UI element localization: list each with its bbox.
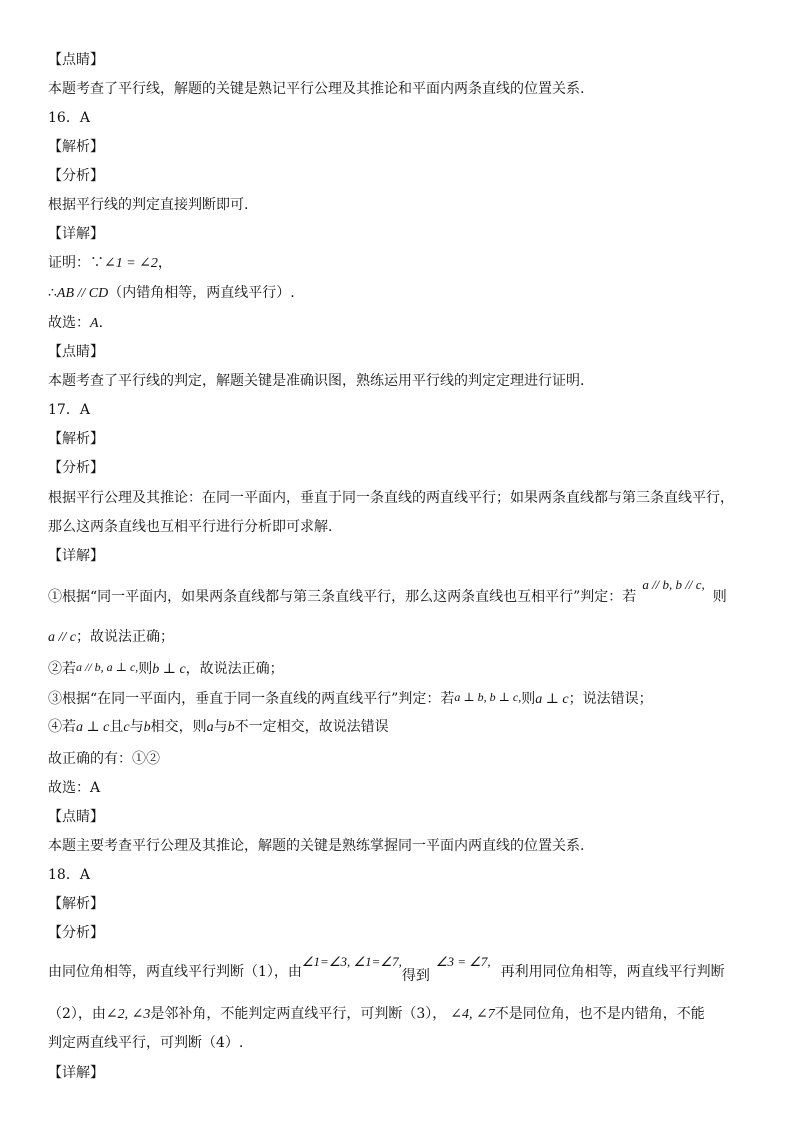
q16-choice-math: A [90, 316, 99, 331]
q17-correct: 故正确的有：①② [48, 751, 160, 767]
q16-proof-math: ∠1 = ∠2 [104, 256, 158, 271]
q16-therefore-math: AB // CD [56, 286, 109, 301]
q18-number: 18．A [48, 867, 90, 883]
q17-choice: 故选：A [48, 780, 101, 796]
q17-item3-text: ③根据“在同一平面内，垂直于同一条直线的两直线平行”判定：若 [48, 691, 455, 707]
q18-xiangjie-heading: 【详解】 [48, 1065, 104, 1081]
q17-item2-prefix: ②若 [48, 661, 76, 677]
q16-proof-line [48, 253, 760, 274]
q18-a1-text1: 由同位角相等，两直线平行判断（1），由 [48, 964, 302, 980]
q18-a1-math2: ∠3 = ∠7, [435, 954, 491, 969]
q17-item1-text: ①根据“同一平面内，如果两条直线都与第三条直线平行，那么这两条直线也互相平行”判定：若 [48, 589, 637, 605]
q18-a1-math1: ∠1=∠3, ∠1=∠7, [301, 954, 402, 969]
q17-item4-suffix: 不一定相交，故说法错误 [234, 719, 389, 735]
q16-xiangjie-heading: 【详解】 [48, 226, 104, 242]
q17-item4-c: c [123, 720, 130, 735]
q16-number: 16．A [48, 110, 90, 126]
q18-a2-text2: 是邻补角，不能判定两直线平行，可判断（3）， [150, 1006, 447, 1022]
q18-analysis-line-2 [48, 1004, 760, 1025]
q16-choice-line [48, 313, 760, 334]
q17-item-1 [48, 577, 760, 607]
q17-summary: 本题主要考查平行公理及其推论，解题的关键是熟练掌握同一平面内两直线的位置关系. [48, 838, 585, 854]
q17-item4-b2: b [227, 720, 235, 735]
q17-analysis-line-2: 那么这两条直线也互相平行进行分析即可求解. [48, 519, 333, 535]
therefore-symbol: ∴ [48, 285, 57, 301]
q17-xiangjie-heading: 【详解】 [48, 548, 104, 564]
q17-item4-prefix: ④若 [48, 719, 76, 735]
q17-item4-with2: 与 [213, 719, 228, 735]
q17-item-2 [48, 659, 760, 680]
q17-item1-cont-math: a // c [48, 630, 76, 645]
q17-analysis-line-1: 根据平行公理及其推论：在同一平面内，垂直于同一条直线的两直线平行；如果两条直线都与第三条直线平行， [48, 490, 734, 506]
q17-item4-and: 且 [109, 719, 124, 735]
q16-choice-suffix: . [98, 315, 104, 331]
q16-therefore-reason: （内错角相等，两直线平行）. [108, 285, 295, 301]
q17-item3-math2: a ⊥ c [535, 692, 569, 707]
q17-item3-math: a ⊥ b, b ⊥ c, [454, 690, 522, 704]
q18-a1-text3: 再利用同位角相等，两直线平行判断 [500, 964, 725, 980]
q17-item4-with: 与 [129, 719, 144, 735]
q16-fenxi-heading: 【分析】 [48, 168, 104, 184]
q16-summary: 本题考查了平行线的判定，解题关键是准确识图，熟练运用平行线的判定定理进行证明. [48, 373, 585, 389]
q17-number: 17．A [48, 402, 90, 418]
q17-item1-cont-text: ；故说法正确； [76, 629, 174, 645]
q17-item2-math2: b ⊥ c [152, 662, 186, 677]
q16-dianjing-heading: 【点睛】 [48, 344, 104, 360]
q16-proof-comma: ， [157, 255, 172, 271]
q18-a2-math2: ∠4, ∠7 [450, 1007, 495, 1022]
q18-fenxi-heading: 【分析】 [48, 925, 104, 941]
q17-item4-a: a [206, 720, 214, 735]
q15-summary: 本题考查了平行线，解题的关键是熟记平行公理及其推论和平面内两条直线的位置关系. [48, 81, 585, 97]
q18-jiexi-heading: 【解析】 [48, 896, 104, 912]
q17-item4-math1: a ⊥ c [76, 720, 110, 735]
q18-a2-math1: ∠2, ∠3 [105, 1007, 151, 1022]
q18-a1-text2: 得到 [401, 968, 430, 984]
q17-item2-text: ，故说法正确； [185, 661, 284, 677]
q16-analysis: 根据平行线的判定直接判断即可. [48, 197, 249, 213]
q18-analysis-line-1 [48, 954, 760, 984]
q17-item4-b: b [143, 720, 151, 735]
q17-item3-suffix: ；说法错误； [568, 691, 653, 707]
q17-item1-then: 则 [712, 589, 727, 605]
q17-item1-math: a // b, b // c, [642, 577, 705, 592]
q16-choice-prefix: 故选： [48, 315, 90, 331]
q17-dianjing-heading: 【点睛】 [48, 809, 104, 825]
q18-a2-text3: 不是同位角，也不是内错角，不能 [494, 1006, 705, 1022]
q16-proof-prefix: 证明：∵ [48, 255, 104, 271]
q17-item-4 [48, 717, 760, 738]
q17-item4-mid: 相交，则 [150, 719, 207, 735]
q17-jiexi-heading: 【解析】 [48, 431, 104, 447]
q16-jiexi-heading: 【解析】 [48, 139, 104, 155]
q18-analysis-line-3: 判定两直线平行，可判断（4）. [48, 1035, 244, 1051]
q17-item2-then: 则 [138, 661, 153, 677]
q17-item2-math: a // b, a ⊥ c, [76, 660, 139, 674]
q16-therefore-line [48, 283, 760, 304]
q17-fenxi-heading: 【分析】 [48, 460, 104, 476]
q17-item3-then: 则 [521, 691, 536, 707]
q15-dianjing-heading: 【点睛】 [48, 52, 104, 68]
q18-a2-text1: （2），由 [48, 1006, 106, 1022]
q17-item-1-cont [48, 627, 760, 648]
q17-item-3 [48, 689, 760, 710]
